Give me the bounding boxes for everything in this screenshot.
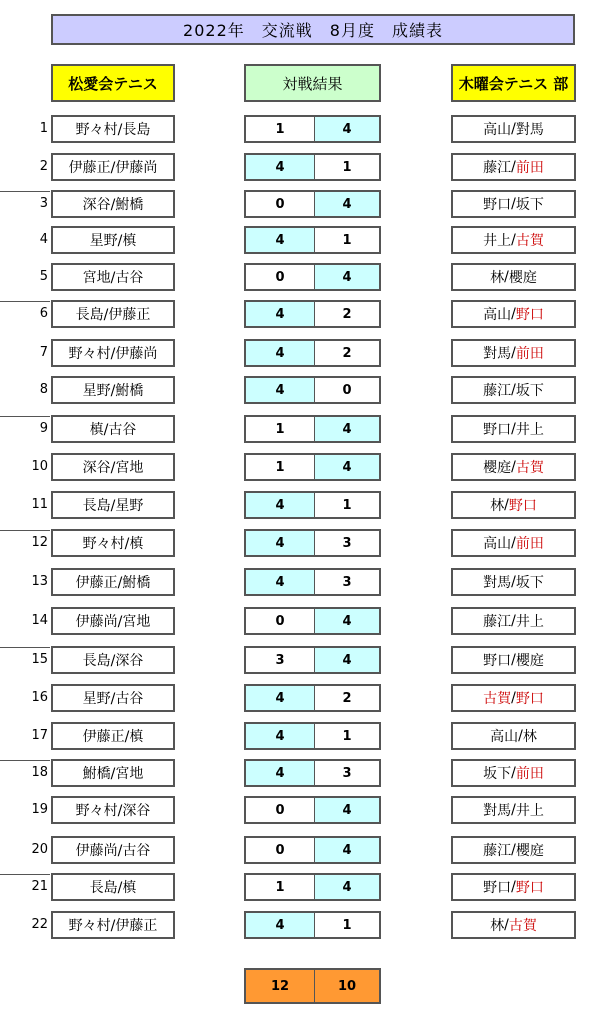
left-pair: 長島/伊藤正 <box>51 300 175 328</box>
right-pair <box>451 153 576 181</box>
right-score: 4 <box>314 263 381 291</box>
results-header: 対戦結果 <box>244 64 381 102</box>
total-right-score: 10 <box>314 968 381 1004</box>
match-row <box>0 453 611 481</box>
left-pair: 伊藤尚/宮地 <box>51 607 175 635</box>
right-player-2: 井上 <box>515 614 544 630</box>
left-score: 4 <box>244 568 315 596</box>
right-pair <box>451 607 576 635</box>
right-score: 4 <box>314 607 381 635</box>
match-number: 22 <box>31 917 48 932</box>
right-score: 4 <box>314 115 381 143</box>
right-pair <box>451 376 576 404</box>
pair-slash: / <box>511 382 516 398</box>
match-number: 12 <box>31 535 48 550</box>
match-row <box>0 646 611 674</box>
match-number: 6 <box>39 306 48 321</box>
match-row <box>0 153 611 181</box>
right-player-2: 櫻庭 <box>508 270 537 286</box>
team-left-header: 松愛会テニス <box>51 64 175 102</box>
right-player-1: 野口 <box>483 422 512 438</box>
left-pair: 伊藤正/鮒橋 <box>51 568 175 596</box>
right-player-1: 對馬 <box>483 575 512 591</box>
right-pair <box>451 491 576 519</box>
left-score: 0 <box>244 190 315 218</box>
left-pair: 長島/星野 <box>51 491 175 519</box>
right-player-2: 對馬 <box>515 122 544 138</box>
match-number: 9 <box>39 421 48 436</box>
right-player-1: 坂下 <box>483 766 512 782</box>
left-pair: 伊藤正/槙 <box>51 722 175 750</box>
right-player-2: 野口 <box>515 307 544 323</box>
right-pair <box>451 415 576 443</box>
left-score: 0 <box>244 263 315 291</box>
right-player-2: 櫻庭 <box>515 653 544 669</box>
right-pair <box>451 453 576 481</box>
match-row <box>0 263 611 291</box>
right-player-1: 對馬 <box>483 803 512 819</box>
match-number: 7 <box>39 345 48 360</box>
match-number: 14 <box>31 613 48 628</box>
right-pair <box>451 339 576 367</box>
right-pair <box>451 263 576 291</box>
right-player-2: 坂下 <box>515 383 544 399</box>
left-score: 1 <box>244 873 315 901</box>
right-pair <box>451 115 576 143</box>
left-pair: 伊藤正/伊藤尚 <box>51 153 175 181</box>
right-score: 4 <box>314 796 381 824</box>
match-number: 18 <box>31 765 48 780</box>
match-row <box>0 529 611 557</box>
pair-slash: / <box>504 917 509 933</box>
pair-slash: / <box>511 802 516 818</box>
match-row <box>0 911 611 939</box>
match-row <box>0 759 611 787</box>
left-pair: 野々村/深谷 <box>51 796 175 824</box>
right-player-1: 高山 <box>483 122 512 138</box>
left-pair: 星野/古谷 <box>51 684 175 712</box>
right-player-2: 古賀 <box>508 918 537 934</box>
right-player-1: 野口 <box>483 653 512 669</box>
right-player-1: 櫻庭 <box>483 460 512 476</box>
left-score: 0 <box>244 836 315 864</box>
match-number: 5 <box>39 269 48 284</box>
match-number: 8 <box>39 382 48 397</box>
pair-slash: / <box>511 196 516 212</box>
left-score: 4 <box>244 376 315 404</box>
pair-slash: / <box>511 765 516 781</box>
right-player-1: 古賀 <box>483 691 512 707</box>
left-score: 4 <box>244 722 315 750</box>
right-player-1: 藤江 <box>483 614 512 630</box>
right-score: 4 <box>314 453 381 481</box>
match-row <box>0 568 611 596</box>
match-number: 3 <box>39 196 48 211</box>
right-pair <box>451 873 576 901</box>
right-player-2: 前田 <box>515 536 544 552</box>
left-score: 4 <box>244 300 315 328</box>
right-player-2: 古賀 <box>515 233 544 249</box>
match-row <box>0 376 611 404</box>
pair-slash: / <box>511 306 516 322</box>
right-player-2: 前田 <box>515 766 544 782</box>
left-pair: 長島/深谷 <box>51 646 175 674</box>
right-score: 2 <box>314 339 381 367</box>
left-pair: 星野/鮒橋 <box>51 376 175 404</box>
match-number: 20 <box>31 842 48 857</box>
right-pair <box>451 722 576 750</box>
match-row <box>0 796 611 824</box>
right-player-1: 野口 <box>483 197 512 213</box>
pair-slash: / <box>511 652 516 668</box>
right-score: 3 <box>314 568 381 596</box>
left-score: 4 <box>244 226 315 254</box>
pair-slash: / <box>511 613 516 629</box>
pair-slash: / <box>511 535 516 551</box>
left-pair: 伊藤尚/古谷 <box>51 836 175 864</box>
right-player-1: 野口 <box>483 880 512 896</box>
sheet-title: 2022年 交流戦 8月度 成績表 <box>51 14 575 45</box>
left-score: 1 <box>244 453 315 481</box>
right-pair <box>451 684 576 712</box>
right-player-1: 藤江 <box>483 383 512 399</box>
left-pair: 野々村/槙 <box>51 529 175 557</box>
right-pair <box>451 300 576 328</box>
right-score: 4 <box>314 873 381 901</box>
pair-slash: / <box>504 269 509 285</box>
pair-slash: / <box>511 232 516 248</box>
left-pair: 星野/槙 <box>51 226 175 254</box>
match-row <box>0 300 611 328</box>
total-left-score: 12 <box>244 968 315 1004</box>
match-row <box>0 115 611 143</box>
match-row <box>0 684 611 712</box>
team-right-header: 木曜会テニス 部 <box>451 64 576 102</box>
left-pair: 宮地/古谷 <box>51 263 175 291</box>
match-row <box>0 836 611 864</box>
right-player-2: 林 <box>522 729 537 745</box>
right-score: 1 <box>314 722 381 750</box>
right-player-2: 櫻庭 <box>515 843 544 859</box>
left-score: 0 <box>244 607 315 635</box>
right-player-2: 野口 <box>508 498 537 514</box>
right-score: 2 <box>314 300 381 328</box>
match-number: 19 <box>31 802 48 817</box>
right-score: 4 <box>314 646 381 674</box>
right-pair <box>451 190 576 218</box>
right-player-2: 野口 <box>515 880 544 896</box>
right-player-1: 林 <box>490 498 505 514</box>
right-player-1: 高山 <box>483 307 512 323</box>
match-number: 13 <box>31 574 48 589</box>
left-score: 3 <box>244 646 315 674</box>
right-player-2: 前田 <box>515 346 544 362</box>
match-row <box>0 226 611 254</box>
right-score: 1 <box>314 153 381 181</box>
match-number: 16 <box>31 690 48 705</box>
right-score: 2 <box>314 684 381 712</box>
left-score: 1 <box>244 415 315 443</box>
right-player-2: 井上 <box>515 422 544 438</box>
right-player-1: 藤江 <box>483 843 512 859</box>
left-score: 1 <box>244 115 315 143</box>
right-score: 1 <box>314 911 381 939</box>
right-player-1: 井上 <box>483 233 512 249</box>
right-score: 4 <box>314 836 381 864</box>
left-pair: 深谷/鮒橋 <box>51 190 175 218</box>
pair-slash: / <box>511 159 516 175</box>
pair-slash: / <box>511 574 516 590</box>
right-player-2: 古賀 <box>515 460 544 476</box>
right-player-1: 高山 <box>490 729 519 745</box>
left-pair: 野々村/長島 <box>51 115 175 143</box>
right-pair <box>451 796 576 824</box>
match-number: 2 <box>39 159 48 174</box>
left-score: 4 <box>244 684 315 712</box>
right-player-1: 藤江 <box>483 160 512 176</box>
match-number: 4 <box>39 232 48 247</box>
pair-slash: / <box>504 497 509 513</box>
match-row <box>0 607 611 635</box>
right-player-1: 高山 <box>483 536 512 552</box>
right-score: 3 <box>314 759 381 787</box>
pair-slash: / <box>518 728 523 744</box>
right-player-2: 井上 <box>515 803 544 819</box>
left-score: 0 <box>244 796 315 824</box>
left-score: 4 <box>244 911 315 939</box>
right-pair <box>451 836 576 864</box>
right-player-1: 對馬 <box>483 346 512 362</box>
left-pair: 野々村/伊藤正 <box>51 911 175 939</box>
left-score: 4 <box>244 153 315 181</box>
left-pair: 深谷/宮地 <box>51 453 175 481</box>
left-pair: 鮒橋/宮地 <box>51 759 175 787</box>
match-row <box>0 722 611 750</box>
right-player-2: 坂下 <box>515 197 544 213</box>
pair-slash: / <box>511 690 516 706</box>
match-number: 10 <box>31 459 48 474</box>
left-score: 4 <box>244 339 315 367</box>
pair-slash: / <box>511 459 516 475</box>
left-score: 4 <box>244 759 315 787</box>
right-pair <box>451 646 576 674</box>
right-score: 1 <box>314 226 381 254</box>
right-score: 0 <box>314 376 381 404</box>
match-row <box>0 873 611 901</box>
right-pair <box>451 226 576 254</box>
right-pair <box>451 568 576 596</box>
left-score: 4 <box>244 491 315 519</box>
right-player-1: 林 <box>490 270 505 286</box>
left-pair: 野々村/伊藤尚 <box>51 339 175 367</box>
right-player-2: 前田 <box>515 160 544 176</box>
left-pair: 長島/槙 <box>51 873 175 901</box>
right-score: 1 <box>314 491 381 519</box>
right-score: 3 <box>314 529 381 557</box>
right-score: 4 <box>314 190 381 218</box>
right-pair <box>451 911 576 939</box>
pair-slash: / <box>511 121 516 137</box>
pair-slash: / <box>511 879 516 895</box>
right-pair <box>451 759 576 787</box>
match-row <box>0 190 611 218</box>
right-score: 4 <box>314 415 381 443</box>
pair-slash: / <box>511 842 516 858</box>
match-number: 21 <box>31 879 48 894</box>
match-number: 17 <box>31 728 48 743</box>
left-pair: 槙/古谷 <box>51 415 175 443</box>
match-number: 15 <box>31 652 48 667</box>
pair-slash: / <box>511 345 516 361</box>
left-score: 4 <box>244 529 315 557</box>
match-number: 11 <box>31 497 48 512</box>
match-row <box>0 339 611 367</box>
match-number: 1 <box>39 121 48 136</box>
match-row <box>0 415 611 443</box>
right-player-2: 坂下 <box>515 575 544 591</box>
right-player-2: 野口 <box>515 691 544 707</box>
right-player-1: 林 <box>490 918 505 934</box>
right-pair <box>451 529 576 557</box>
pair-slash: / <box>511 421 516 437</box>
match-row <box>0 491 611 519</box>
